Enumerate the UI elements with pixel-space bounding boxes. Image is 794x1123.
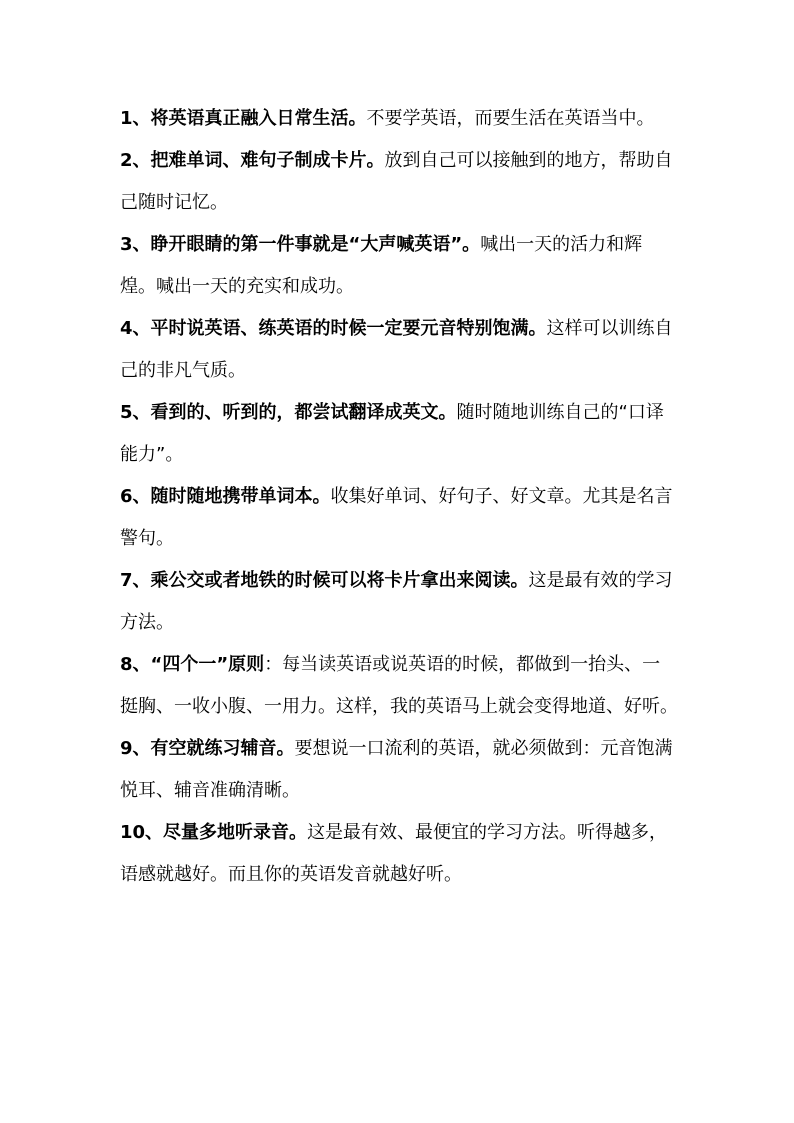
tip-body: 收集好单词、好句子、好文章。尤其是名言警句。 <box>120 486 673 549</box>
tip-item-2 <box>120 140 678 224</box>
tip-heading: 7、乘公交或者地铁的时候可以将卡片拿出来阅读。 <box>120 570 529 591</box>
tip-body: ：每当读英语或说英语的时候，都做到一抬头、一挺胸、一收小腹、一用力。这样，我的英语马上就会变得地道、好听。 <box>120 654 678 717</box>
tip-body: 这是最有效的学习方法。 <box>120 570 673 633</box>
tip-item-7 <box>120 560 678 644</box>
tip-body: 这样可以训练自己的非凡气质。 <box>120 318 673 381</box>
tip-item-8 <box>120 644 678 728</box>
tip-body: 不要学英语，而要生活在英语当中。 <box>366 108 655 129</box>
tip-item-4 <box>120 308 678 392</box>
tip-heading: 1、将英语真正融入日常生活。 <box>120 108 367 129</box>
tip-body: 放到自己可以接触到的地方，帮助自己随时记忆。 <box>120 150 673 213</box>
tip-heading: 5、看到的、听到的，都尝试翻译成英文。 <box>120 402 457 423</box>
tip-item-9 <box>120 728 678 812</box>
tip-item-10 <box>120 812 678 896</box>
tip-body: 这是最有效、最便宜的学习方法。听得越多，语感就越好。而且你的英语发音就越好听。 <box>120 822 668 885</box>
tip-item-3 <box>120 224 678 308</box>
tip-item-1 <box>120 98 678 140</box>
tip-heading: 2、把难单词、难句子制成卡片。 <box>120 150 385 171</box>
tip-body: 随时随地训练自己的“口译能力”。 <box>120 402 664 465</box>
tip-body: 要想说一口流利的英语，就必须做到：元音饱满悦耳、辅音准确清晰。 <box>120 738 673 801</box>
tip-item-5 <box>120 392 678 476</box>
tip-heading: 9、有空就练习辅音。 <box>120 738 295 759</box>
tip-heading: 3、睁开眼睛的第一件事就是“大声喊英语”。 <box>120 234 481 255</box>
tip-heading: 4、平时说英语、练英语的时候一定要元音特别饱满。 <box>120 318 547 339</box>
tip-heading: 8、“四个一”原则 <box>120 654 265 675</box>
tip-heading: 10、尽量多地听录音。 <box>120 822 308 843</box>
tips-list <box>120 98 678 896</box>
tip-item-6 <box>120 476 678 560</box>
tip-heading: 6、随时随地携带单词本。 <box>120 486 331 507</box>
tip-body: 喊出一天的活力和辉煌。喊出一天的充实和成功。 <box>120 234 643 297</box>
